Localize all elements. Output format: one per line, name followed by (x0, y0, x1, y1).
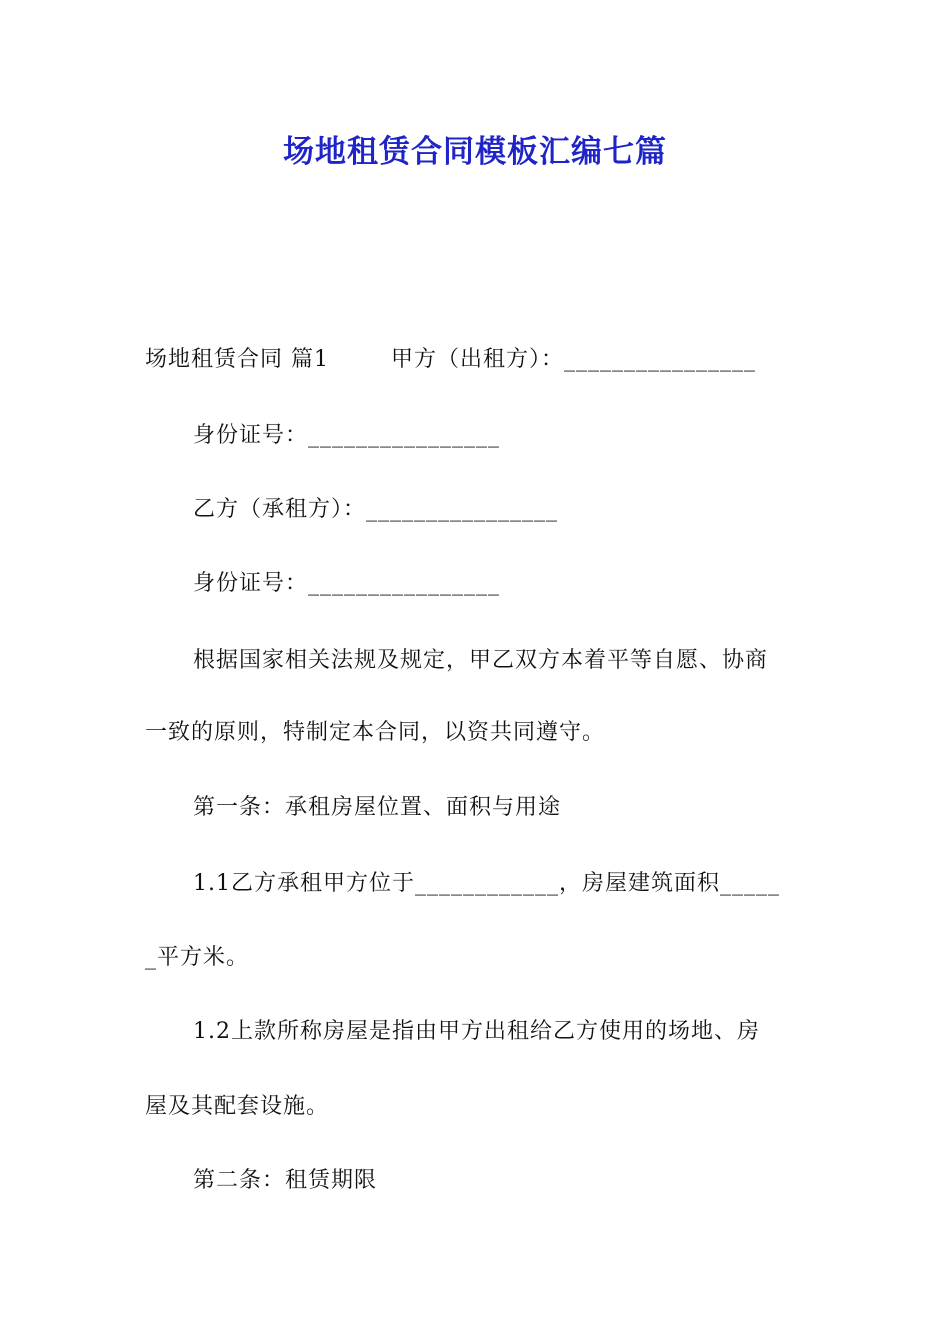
party-b-line: 乙方（承租方）：________________ (193, 497, 559, 522)
clause-line: 1.2上款所称房屋是指由甲方出租给乙方使用的场地、房 (193, 1019, 760, 1044)
article-heading: 第二条：租赁期限 (193, 1168, 378, 1193)
document-title: 场地租赁合同模板汇编七篇 (283, 134, 667, 170)
clause-line: 1.1乙方承租甲方位于____________，房屋建筑面积_____ (193, 871, 780, 896)
id-number-line-a: 身份证号：________________ (193, 423, 501, 448)
section-heading-line: 场地租赁合同 篇1 甲方（出租方）：________________ (145, 347, 756, 372)
id-number-line-b: 身份证号：________________ (193, 571, 501, 596)
clause-line: 屋及其配套设施。 (145, 1094, 330, 1119)
paragraph-line: 根据国家相关法规及规定，甲乙双方本着平等自愿、协商 (193, 648, 769, 673)
clause-line: _平方米。 (145, 945, 250, 970)
paragraph-line: 一致的原则，特制定本合同，以资共同遵守。 (145, 720, 606, 745)
article-heading: 第一条：承租房屋位置、面积与用途 (193, 795, 562, 820)
